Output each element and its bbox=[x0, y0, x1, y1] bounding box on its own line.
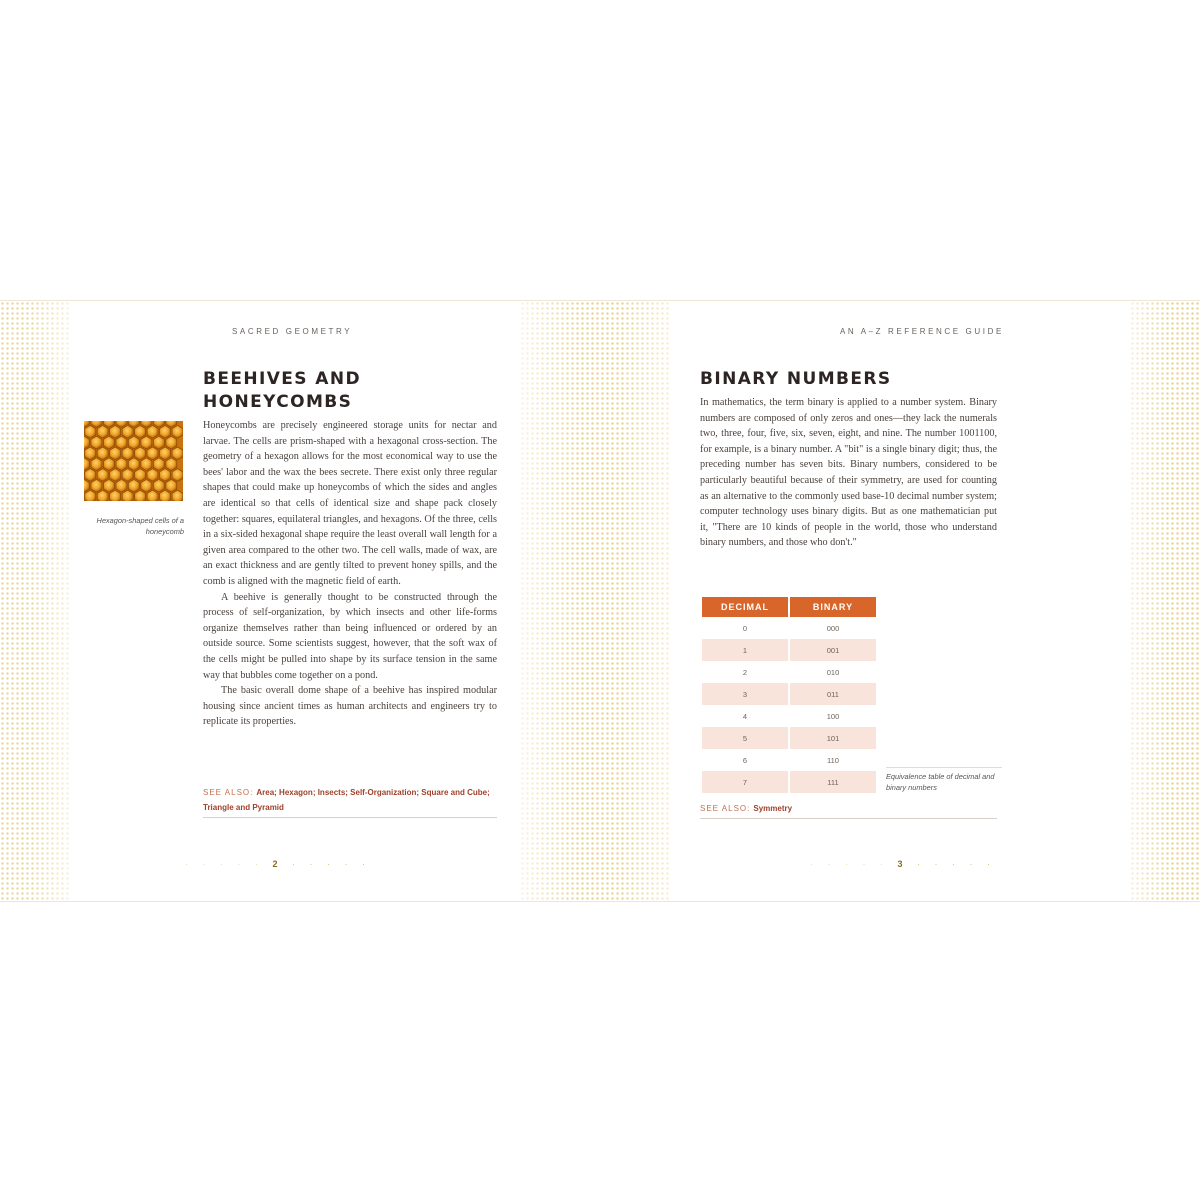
binary-cell: 110 bbox=[827, 755, 839, 765]
beehive-paragraph-2: A beehive is generally thought to be constructed through the process of self-organization, by which insects and other life-forms organize themselves rather than being influenced or ordered by an outside source. Some scientists suggest, however, that the soft wax of the cells might be pulled into shape by its surface tension in the same way that bubbles come together on a pond. bbox=[203, 591, 497, 681]
honeycomb-cell bbox=[153, 436, 164, 449]
beehive-paragraph-3: The basic overall dome shape of a beehive has inspired modular housing since ancient times as human architects and engineers try to replicate its properties. bbox=[203, 685, 497, 728]
honeycomb-cell bbox=[172, 425, 183, 438]
binary-table bbox=[700, 597, 878, 793]
honeycomb-cell bbox=[166, 479, 177, 492]
binary-cell: 010 bbox=[826, 667, 840, 677]
honeycomb-cell bbox=[128, 436, 139, 449]
decimal-cell: 2 bbox=[742, 667, 748, 677]
honeycomb-cell bbox=[147, 447, 158, 460]
decimal-cell: 0 bbox=[742, 623, 748, 633]
honeycomb-cell bbox=[103, 436, 114, 449]
decimal-cell: 5 bbox=[702, 727, 788, 749]
honeycomb-cell bbox=[135, 425, 146, 438]
binary-cell: 111 bbox=[790, 771, 876, 793]
see-also-links-right[interactable]: Symmetry bbox=[753, 804, 793, 813]
honeycomb-cell bbox=[97, 447, 108, 460]
binary-cell: 100 bbox=[826, 711, 840, 721]
binary-cell: 000 bbox=[826, 623, 840, 633]
honeycomb-cell bbox=[116, 479, 127, 492]
honeycomb-cell bbox=[128, 458, 139, 471]
honeycomb-cell bbox=[172, 447, 183, 460]
see-also-label-right: SEE ALSO: bbox=[700, 804, 751, 813]
honeycomb-illustration bbox=[84, 421, 183, 501]
table-row bbox=[702, 661, 876, 683]
table-row bbox=[702, 617, 876, 639]
title-line-1: BEEHIVES AND bbox=[203, 369, 361, 389]
binary-cell: 001 bbox=[790, 639, 876, 661]
honeycomb-cell bbox=[166, 436, 177, 449]
see-also-label: SEE ALSO: bbox=[203, 788, 254, 797]
honeycomb-cell bbox=[110, 469, 121, 482]
page-title-beehives bbox=[203, 368, 361, 414]
table-row bbox=[702, 771, 876, 793]
honeycomb-cell bbox=[110, 447, 121, 460]
beehive-paragraph-1: Honeycombs are precisely engineered storage units for nectar and larvae. The cells are prism-shaped with a hexagonal cross-section. The geometry of a hexagon allows for the most economical way to use the bees' labor and the wax the bees secrete. There exist only three regular shapes that could make up honeycombs of which the sides and angles are identical so that cells of identical size and shape pack closely together: squares, equilateral triangles, and hexagons. Of the three, cells in a six-sided hexagonal shape require the least overall wall length for a given area compared to the other two. The cell walls, made of wax, are an exact thickness and are gently tilted to prevent honey spills, and the comb is aligned with the magnetic field of earth. bbox=[203, 420, 497, 587]
see-also-beehives bbox=[203, 785, 497, 818]
honeycomb-caption: Hexagon-shaped cells of a honeycomb bbox=[96, 516, 184, 536]
binary-cell: 101 bbox=[790, 727, 876, 749]
honeycomb-cell bbox=[103, 458, 114, 471]
honeycomb-cell bbox=[97, 469, 108, 482]
gutter-fade-right bbox=[620, 301, 700, 901]
honeycomb-cell bbox=[122, 425, 133, 438]
honeycomb-cell bbox=[116, 436, 127, 449]
page-number-right: 3 bbox=[897, 859, 909, 869]
honeycomb-cell bbox=[147, 469, 158, 482]
binary-table-body bbox=[702, 617, 876, 793]
beehive-body-text bbox=[203, 418, 497, 730]
table-caption: Equivalence table of decimal and binary numbers bbox=[886, 767, 1002, 793]
title-line-2: HONEYCOMBS bbox=[203, 392, 353, 412]
honeycomb-cell bbox=[128, 479, 139, 492]
binary-table-header bbox=[702, 597, 876, 617]
honeycomb-cell bbox=[166, 458, 177, 471]
honeycomb-cell bbox=[85, 447, 96, 460]
running-head-right: AN A–Z REFERENCE GUIDE bbox=[840, 327, 1004, 336]
folio-left: · · · · · 2 · · · · · bbox=[185, 859, 372, 869]
folio-right: · · · · · 3 · · · · · bbox=[810, 859, 997, 869]
honeycomb-cell bbox=[141, 436, 152, 449]
decimal-cell: 4 bbox=[742, 711, 748, 721]
honeycomb-cell bbox=[110, 425, 121, 438]
gutter-fade-left bbox=[500, 301, 580, 901]
book-spread bbox=[0, 300, 1200, 902]
table-row bbox=[702, 705, 876, 727]
table-row bbox=[702, 749, 876, 771]
table-row bbox=[702, 683, 876, 705]
honeycomb-cell bbox=[172, 469, 183, 482]
column-header-binary: BINARY bbox=[790, 597, 876, 617]
honeycomb-cell bbox=[91, 436, 102, 449]
decimal-cell: 7 bbox=[702, 771, 788, 793]
honeycomb-cell bbox=[103, 479, 114, 492]
running-head-left: SACRED GEOMETRY bbox=[232, 327, 353, 336]
page-title-binary: BINARY NUMBERS bbox=[700, 369, 892, 389]
honeycomb-cell bbox=[85, 469, 96, 482]
honeycomb-cell bbox=[122, 469, 133, 482]
decimal-cell: 1 bbox=[702, 639, 788, 661]
honeycomb-photo bbox=[84, 421, 183, 501]
honeycomb-cell bbox=[141, 479, 152, 492]
honeycomb-cell bbox=[116, 458, 127, 471]
honeycomb-cell bbox=[91, 458, 102, 471]
left-page bbox=[0, 301, 600, 901]
honeycomb-cell bbox=[122, 447, 133, 460]
decimal-cell: 6 bbox=[742, 755, 748, 765]
see-also-binary bbox=[700, 801, 997, 819]
honeycomb-cell bbox=[153, 458, 164, 471]
honeycomb-cell bbox=[160, 447, 171, 460]
honeycomb-cell bbox=[85, 425, 96, 438]
binary-paragraph: In mathematics, the term binary is applied to a number system. Binary numbers are composed of only zeros and ones—they lack the numerals two, three, four, five, six, seven, eight, and nine. The number 1001100, for example, is a binary number. A "bit" is a single binary digit; thus, the preceding number has seven bits. Binary numbers, considered to be particularly beautiful because of their symmetry, are used for counting as an alternative to the commonly used base-10 decimal number system; computer technology uses binary digits. But as one mathematician put it, "There are 10 kinds of people in the world, those who understand binary numbers, and those who don't." bbox=[700, 397, 997, 549]
page-number-left: 2 bbox=[272, 859, 284, 869]
honeycomb-cell bbox=[135, 447, 146, 460]
binary-body-text bbox=[700, 395, 997, 551]
honeycomb-cell bbox=[160, 425, 171, 438]
decimal-cell: 3 bbox=[702, 683, 788, 705]
binary-cell: 011 bbox=[790, 683, 876, 705]
honeycomb-cell bbox=[141, 458, 152, 471]
honeycomb-cell bbox=[91, 479, 102, 492]
honeycomb-cell bbox=[160, 469, 171, 482]
table-row bbox=[702, 727, 876, 749]
right-fade bbox=[1110, 301, 1170, 901]
honeycomb-cell bbox=[153, 479, 164, 492]
honeycomb-cell bbox=[147, 425, 158, 438]
honeycomb-cell bbox=[97, 425, 108, 438]
table-row bbox=[702, 639, 876, 661]
honeycomb-cell bbox=[135, 469, 146, 482]
column-header-decimal: DECIMAL bbox=[702, 597, 788, 617]
left-fade bbox=[30, 301, 90, 901]
see-also-links[interactable]: Area; Hexagon; Insects; Self-Organization; Square and Cube; Triangle and Pyramid bbox=[203, 788, 490, 812]
